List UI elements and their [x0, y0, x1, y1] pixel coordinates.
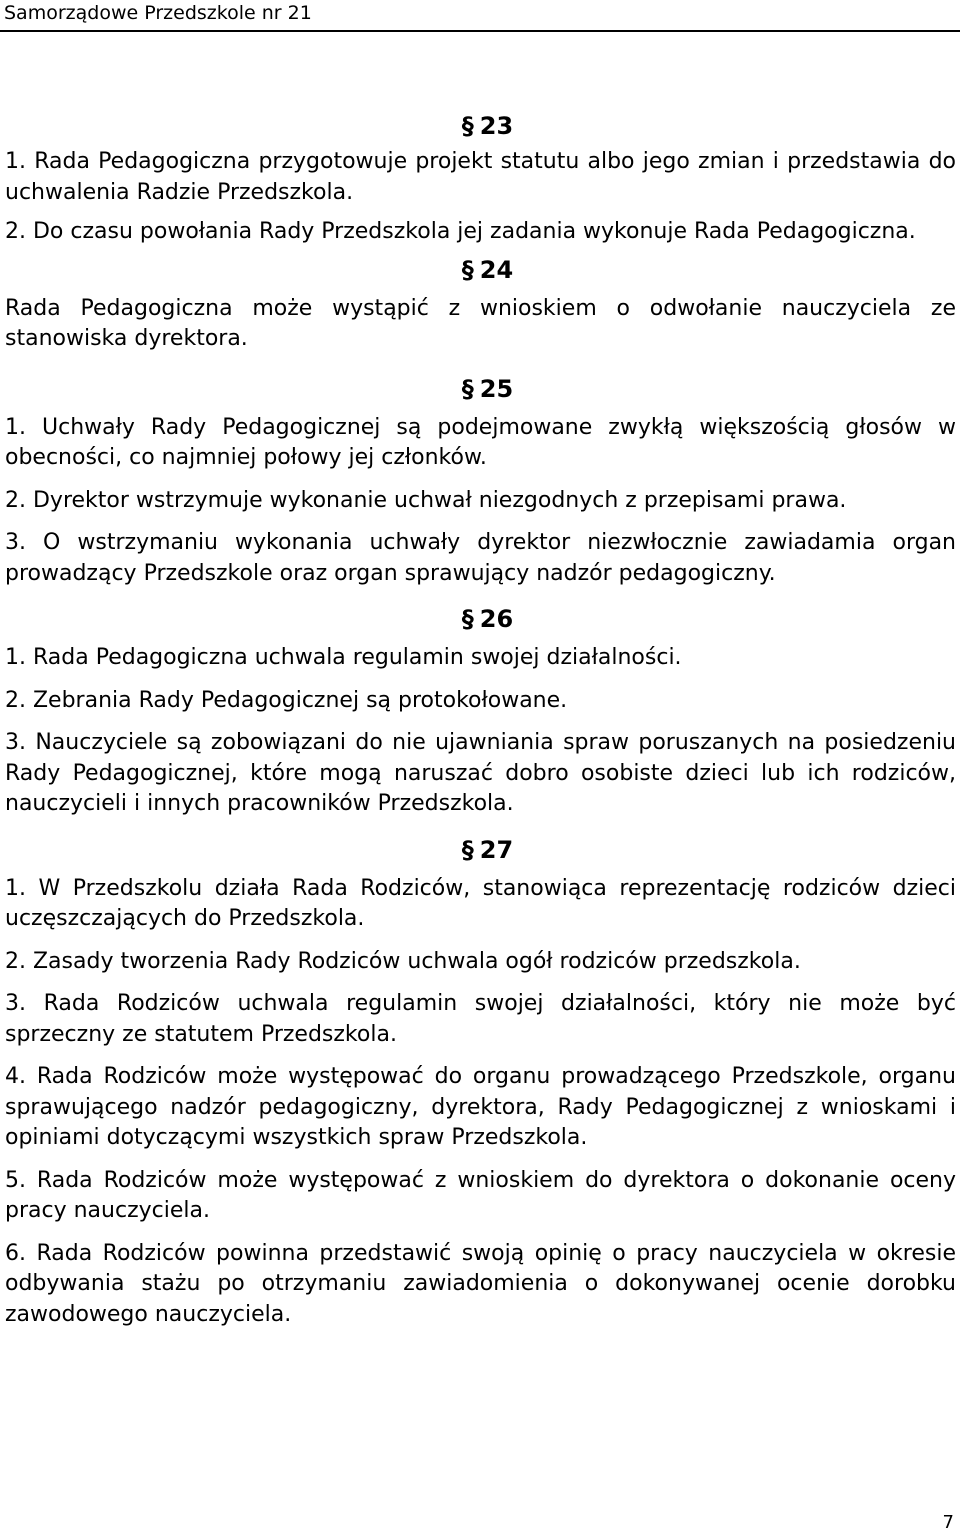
section-symbol: § [461, 374, 474, 403]
paragraph: 6. Rada Rodziców powinna przedstawić swoją opinię o pracy nauczyciela w okresie odbywania stażu po otrzymaniu zawiadomienia o dokonywanej ocenie dorobku zawodowego nauczyciela. [5, 1240, 956, 1327]
section-heading [5, 373, 956, 405]
section-26 [5, 603, 956, 820]
section-symbol: § [461, 605, 474, 633]
section-symbol: § [461, 112, 474, 140]
paragraph: 3. O wstrzymaniu wykonania uchwały dyrektor niezwłocznie zawiadamia organ prowadzący Przedszkole oraz organ sprawujący nadzór pedagogiczny. [5, 530, 956, 586]
section-heading [5, 834, 956, 866]
page-header [0, 0, 960, 30]
paragraph: 2. Do czasu powołania Rady Przedszkola jej zadania wykonuje Rada Pedagogiczna. [5, 219, 916, 244]
paragraph: 2. Zebrania Rady Pedagogicznej są protokołowane. [5, 687, 568, 713]
document-title: Samorządowe Przedszkole nr 21 [4, 2, 312, 24]
paragraph: 2. Zasady tworzenia Rady Rodziców uchwala ogół rodziców przedszkola. [5, 948, 801, 974]
paragraph: 1. Rada Pedagogiczna uchwala regulamin swojej działalności. [5, 645, 682, 670]
section-24 [5, 254, 956, 355]
paragraph: 1. Uchwały Rady Pedagogicznej są podejmowane zwykłą większością głosów w obecności, co najmniej połowy jej członków. [5, 414, 956, 470]
section-heading [5, 110, 956, 142]
paragraph: 5. Rada Rodziców może występować z wnioskiem do dyrektora o dokonanie oceny pracy nauczyciela. [5, 1167, 956, 1223]
paragraph: 1. Rada Pedagogiczna przygotowuje projekt statutu albo jego zmian i przedstawia do uchwalenia Radzie Przedszkola. [5, 149, 956, 205]
section-heading [5, 254, 956, 286]
section-25 [5, 373, 956, 590]
document-body [5, 110, 956, 1342]
section-number: 25 [479, 374, 514, 403]
page-number: 7 [942, 1512, 954, 1533]
section-symbol: § [461, 255, 474, 284]
paragraph: 3. Rada Rodziców uchwala regulamin swojej działalności, który nie może być sprzeczny ze statutem Przedszkola. [5, 991, 956, 1047]
section-23 [5, 110, 956, 248]
paragraph: 4. Rada Rodziców może występować do organu prowadzącego Przedszkole, organu sprawującego nadzór pedagogiczny, dyrektora, Rady Pedagogicznej z wnioskami i opiniami dotyczącymi wszystkich spraw Przedszkola. [5, 1064, 956, 1150]
section-number: 23 [479, 112, 514, 140]
section-symbol: § [461, 835, 474, 864]
section-number: 26 [479, 605, 514, 633]
section-number: 24 [479, 255, 514, 284]
header-divider [0, 30, 960, 32]
section-number: 27 [479, 835, 514, 864]
paragraph: Rada Pedagogiczna może wystąpić z wnioskiem o odwołanie nauczyciela ze stanowiska dyrektora. [5, 295, 956, 351]
section-heading [5, 603, 956, 635]
paragraph: 1. W Przedszkolu działa Rada Rodziców, stanowiąca reprezentację rodziców dzieci uczęszczających do Przedszkola. [5, 875, 956, 931]
paragraph: 2. Dyrektor wstrzymuje wykonanie uchwał niezgodnych z przepisami prawa. [5, 487, 847, 513]
paragraph: 3. Nauczyciele są zobowiązani do nie ujawniania spraw poruszanych na posiedzeniu Rady Pedagogicznej, które mogą naruszać dobro osobiste dzieci lub ich rodziców, nauczycieli i innych pracowników Przedszkola. [5, 730, 956, 816]
section-27 [5, 834, 956, 1331]
